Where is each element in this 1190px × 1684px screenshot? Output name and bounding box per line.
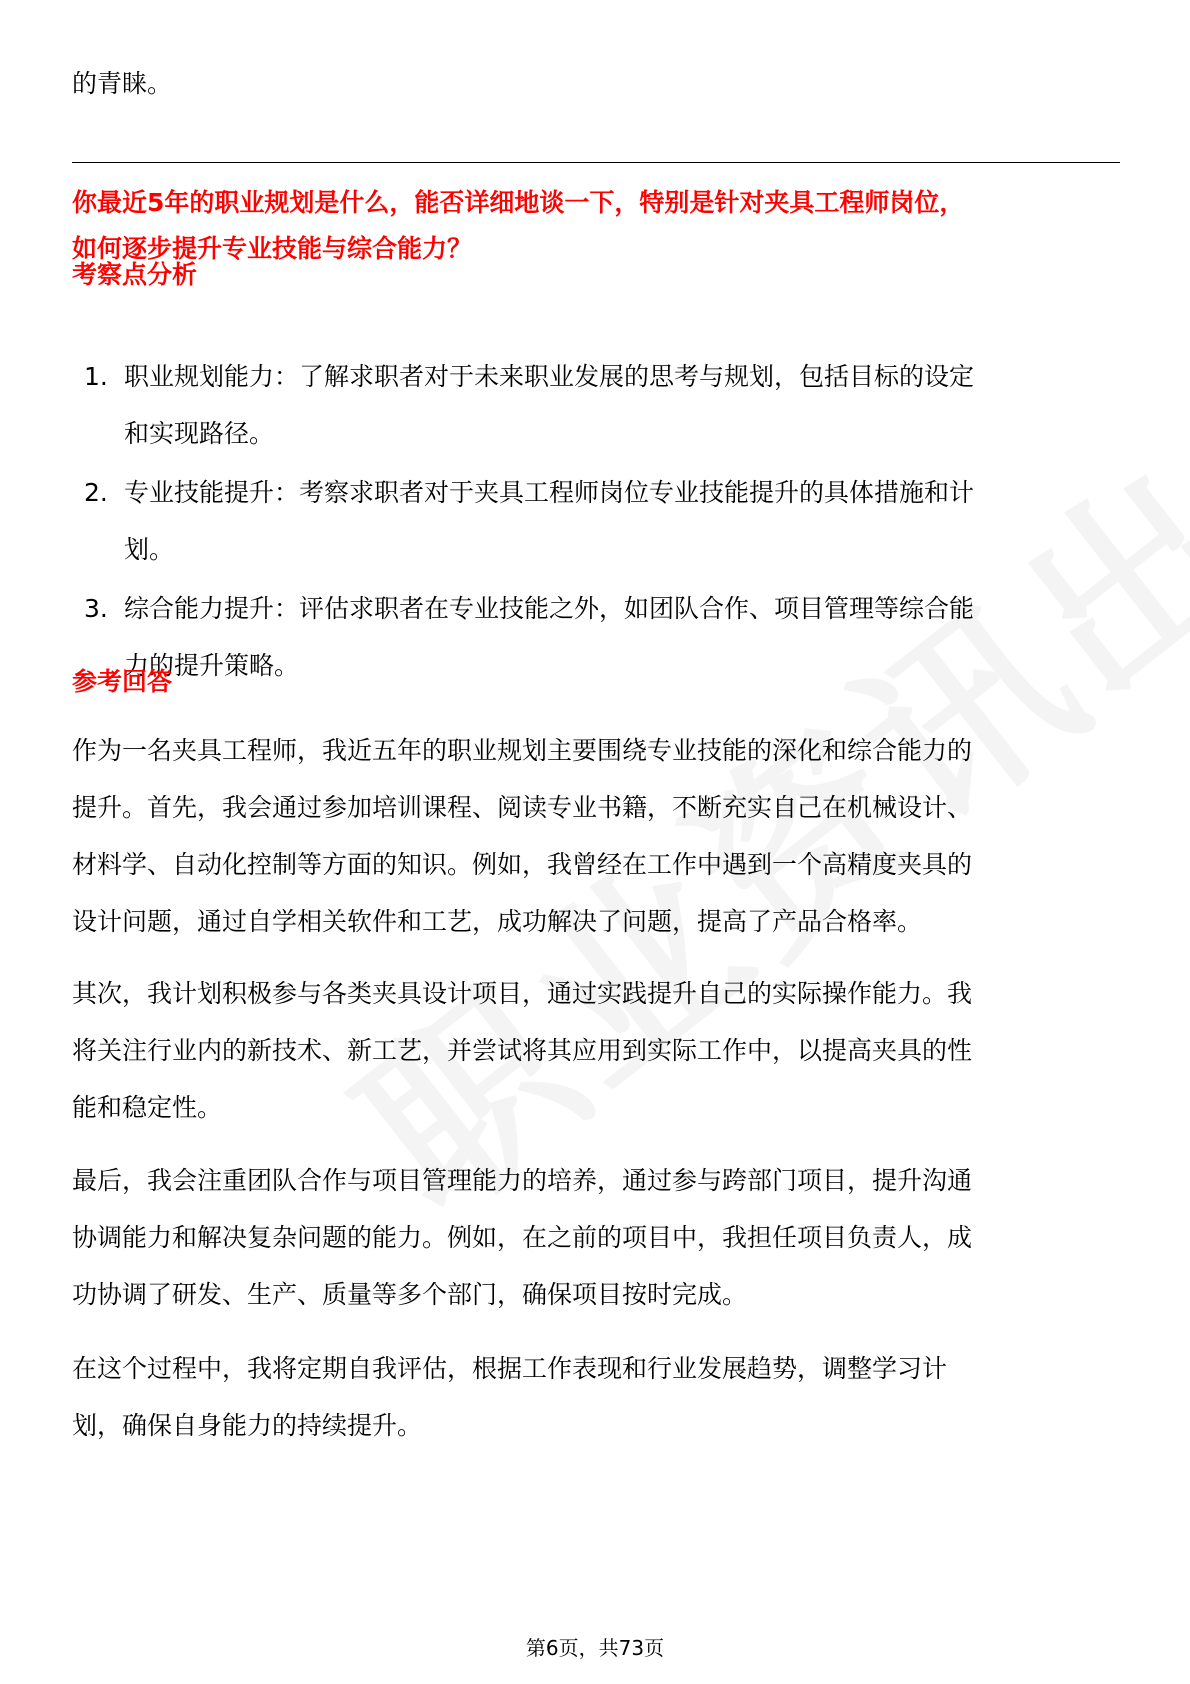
list-item-text: 职业规划能力：了解求职者对于未来职业发展的思考与规划，包括目标的设定 [124, 362, 975, 391]
paragraph-line: 设计问题，通过自学相关软件和工艺，成功解决了问题，提高了产品合格率。 [72, 907, 923, 936]
paragraph-line: 材料学、自动化控制等方面的知识。例如，我曾经在工作中遇到一个高精度夹具的 [72, 850, 973, 879]
list-number: 2. [84, 478, 108, 507]
paragraph-line: 其次，我计划积极参与各类夹具设计项目，通过实践提升自己的实际操作能力。我 [72, 979, 973, 1008]
answer-heading: 参考回答 [72, 667, 173, 696]
paragraph-line: 在这个过程中，我将定期自我评估，根据工作表现和行业发展趋势，调整学习计 [72, 1354, 948, 1383]
list-item [72, 464, 1120, 578]
list-item-text: 力的提升策略。 [124, 651, 300, 680]
answer-paragraph [72, 1340, 1120, 1454]
list-item-text: 划。 [124, 535, 175, 564]
paragraph-line: 最后，我会注重团队合作与项目管理能力的培养，通过参与跨部门项目，提升沟通 [72, 1166, 973, 1195]
list-number: 1. [84, 362, 108, 391]
analysis-list [72, 348, 1120, 694]
question-line: 如何逐步提升专业技能与综合能力？ [72, 234, 473, 263]
answer-paragraph [72, 1152, 1120, 1323]
answer-paragraph [72, 965, 1120, 1136]
list-item [72, 348, 1120, 462]
paragraph-line: 协调能力和解决复杂问题的能力。例如，在之前的项目中，我担任项目负责人，成 [72, 1223, 973, 1252]
analysis-heading: 考察点分析 [72, 260, 198, 289]
paragraph-line: 功协调了研发、生产、质量等多个部门，确保项目按时完成。 [72, 1280, 748, 1309]
carryover-text: 的青睐。 [72, 69, 173, 98]
question-heading [72, 180, 1120, 272]
paragraph-line: 作为一名夹具工程师，我近五年的职业规划主要围绕专业技能的深化和综合能力的 [72, 736, 973, 765]
section-divider [72, 162, 1120, 163]
page-number: 第6页，共73页 [525, 1636, 665, 1660]
paragraph-line: 将关注行业内的新技术、新工艺，并尝试将其应用到实际工作中，以提高夹具的性 [72, 1036, 973, 1065]
paragraph-line: 能和稳定性。 [72, 1093, 223, 1122]
list-item-text: 和实现路径。 [124, 419, 275, 448]
list-item [72, 580, 1120, 694]
list-number: 3. [84, 594, 108, 623]
question-line: 你最近5年的职业规划是什么，能否详细地谈一下，特别是针对夹具工程师岗位， [72, 188, 965, 217]
document-page [72, 0, 1120, 1684]
paragraph-line: 划，确保自身能力的持续提升。 [72, 1411, 423, 1440]
answer-paragraph [72, 722, 1120, 950]
list-item-text: 综合能力提升：评估求职者在专业技能之外，如团队合作、项目管理等综合能 [124, 594, 975, 623]
list-item-text: 专业技能提升：考察求职者对于夹具工程师岗位专业技能提升的具体措施和计 [124, 478, 975, 507]
paragraph-line: 提升。首先，我会通过参加培训课程、阅读专业书籍，不断充实自己在机械设计、 [72, 793, 973, 822]
